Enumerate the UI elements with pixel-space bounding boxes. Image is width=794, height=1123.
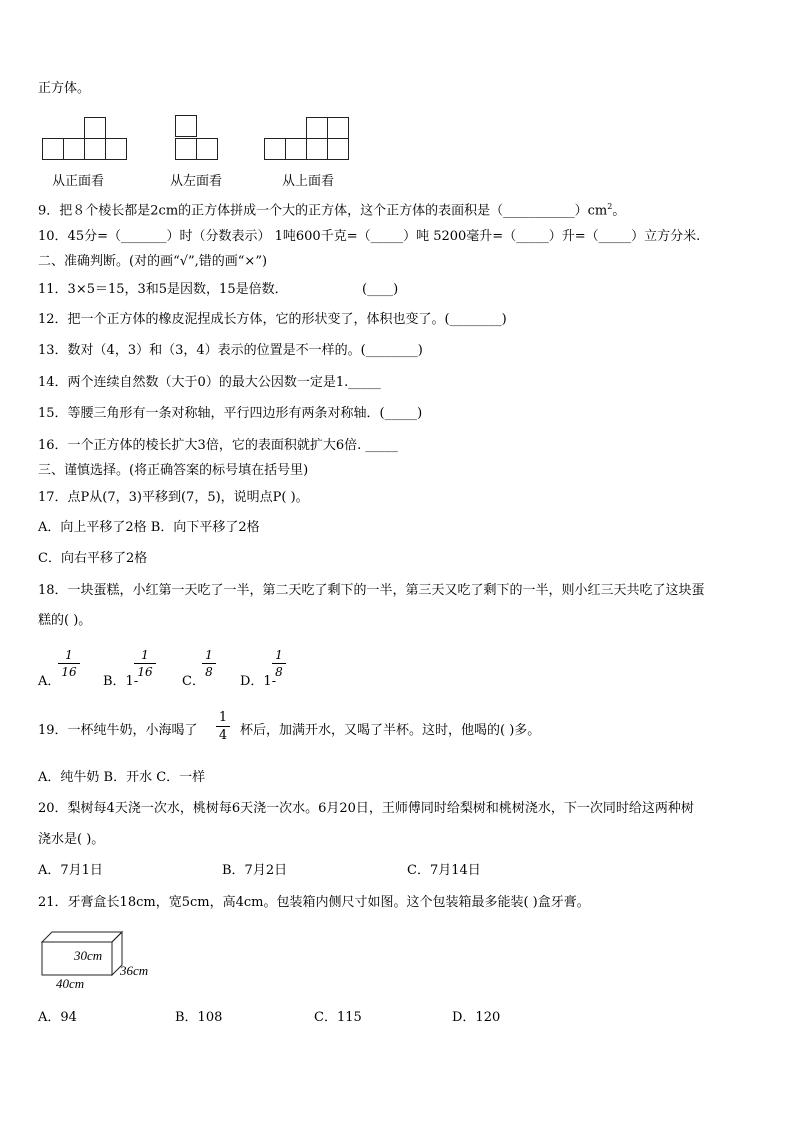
q18-frac-b (134, 648, 156, 679)
left-cell (196, 138, 218, 160)
q21-option-c: C．115 (314, 1010, 362, 1025)
question-19-part1: 19．一杯纯牛奶，小海喝了 (38, 723, 198, 738)
top-cell (306, 138, 328, 160)
top-cell (264, 138, 286, 160)
front-cell (42, 138, 64, 160)
frac-den: 16 (137, 665, 153, 679)
box-height-label: 30cm (74, 948, 103, 963)
q18-option-c-label: C． (182, 674, 205, 689)
top-cell (285, 138, 307, 160)
question-19-options: A．纯牛奶 B．开水 C．一样 (38, 770, 206, 785)
question-11-blank: (____) (362, 282, 399, 297)
question-12: 12．把一个正方体的橡皮泥捏成长方体，它的形状变了，体积也变了。(________) (38, 312, 507, 327)
box-width-label: 36cm (120, 963, 149, 978)
question-17: 17．点P从(7，3)平移到(7，5)，说明点P( )。 (38, 490, 309, 505)
q21-option-b: B．108 (175, 1010, 223, 1025)
q21-option-a: A．94 (38, 1010, 77, 1025)
section-3-heading: 三、谨慎选择。(将正确答案的标号填在括号里) (38, 463, 309, 478)
frac-num: 1 (65, 648, 73, 662)
frac-den: 8 (205, 665, 213, 679)
question-19-part2: 杯后，加满开水，又喝了半杯。这时，他喝的( )多。 (240, 723, 541, 738)
q9-end: 。 (612, 203, 626, 219)
frac-den: 8 (275, 665, 283, 679)
question-18-line2: 糕的( )。 (38, 613, 92, 628)
question-11: 11．3×5＝15，3和5是因数，15是倍数． (38, 282, 288, 297)
question-17-options-ab: A．向上平移了2格 B．向下平移了2格 (38, 520, 260, 535)
q9-sup: 2 (607, 202, 613, 211)
frac-num: 1 (218, 710, 228, 725)
question-20-line1: 20．梨树每4天浇一次水，桃树每6天浇一次水。6月20日，王师傅同时给梨树和桃树浇水，下一次同时给这两种树 (38, 801, 694, 816)
continued-text: 正方体。 (38, 81, 91, 96)
top-view-label: 从上面看 (282, 174, 335, 189)
box-length-label: 40cm (56, 976, 85, 991)
q20-option-b: B．7月2日 (222, 863, 288, 878)
question-21: 21．牙膏盒长18cm，宽5cm，高4cm。包装箱内侧尺寸如图。这个包装箱最多能装( )盒牙膏。 (38, 895, 590, 910)
top-cell (306, 117, 328, 139)
q21-option-d: D．120 (452, 1010, 501, 1025)
q9-text: 9．把８个棱长都是2cm的正方体拼成一个大的正方体，这个正方体的表面积是（___________）cm (38, 203, 608, 219)
front-view-label: 从正面看 (52, 174, 105, 189)
front-cell (63, 138, 85, 160)
question-14: 14．两个连续自然数（大于0）的最大公因数一定是1._____ (38, 375, 381, 390)
question-17-option-c: C．向右平移了2格 (38, 551, 148, 566)
question-13: 13．数对（4，3）和（3，4）表示的位置是不一样的。(________) (38, 343, 423, 358)
q18-option-a-label: A． (38, 674, 61, 689)
question-20-line2: 浇水是( )。 (38, 832, 105, 847)
front-cell (84, 117, 106, 139)
left-cell (175, 138, 197, 160)
frac-den: 16 (61, 665, 77, 679)
top-cell (327, 117, 349, 139)
q18-option-b-label: B．1- (103, 674, 139, 689)
frac-num: 1 (205, 648, 213, 662)
question-18-line1: 18．一块蛋糕，小红第一天吃了一半，第二天吃了剩下的一半，第三天又吃了剩下的一半，则小红三天共吃了这块蛋 (38, 583, 705, 598)
section-2-heading: 二、准确判断。(对的画“√”,错的画“×”) (38, 254, 268, 269)
top-cell (327, 138, 349, 160)
q20-option-c: C．7月14日 (407, 863, 481, 878)
q18-option-d-label: D．1- (240, 674, 277, 689)
left-view-label: 从左面看 (170, 174, 223, 189)
left-cell (175, 115, 197, 137)
front-cell (105, 138, 127, 160)
question-15: 15．等腰三角形有一条对称轴，平行四边形有两条对称轴．(_____) (38, 406, 423, 421)
q19-fraction (216, 710, 230, 743)
question-9 (38, 198, 625, 220)
frac-den: 4 (218, 728, 228, 743)
q18-frac-a (58, 648, 80, 679)
question-16: 16．一个正方体的棱长扩大3倍，它的表面积就扩大6倍. _____ (38, 438, 398, 453)
front-cell (84, 138, 106, 160)
question-10: 10．45分=（_______）时（分数表示） 1吨600千克=（_____）吨 5200毫升=（_____）升=（_____）立方分米. (38, 229, 701, 244)
q20-option-a: A．7月1日 (38, 863, 103, 878)
q18-frac-c (202, 648, 216, 679)
frac-num: 1 (141, 648, 149, 662)
q18-frac-d (272, 648, 286, 679)
package-box-figure (40, 930, 170, 990)
frac-num: 1 (275, 648, 283, 662)
three-views-figure (40, 114, 370, 189)
